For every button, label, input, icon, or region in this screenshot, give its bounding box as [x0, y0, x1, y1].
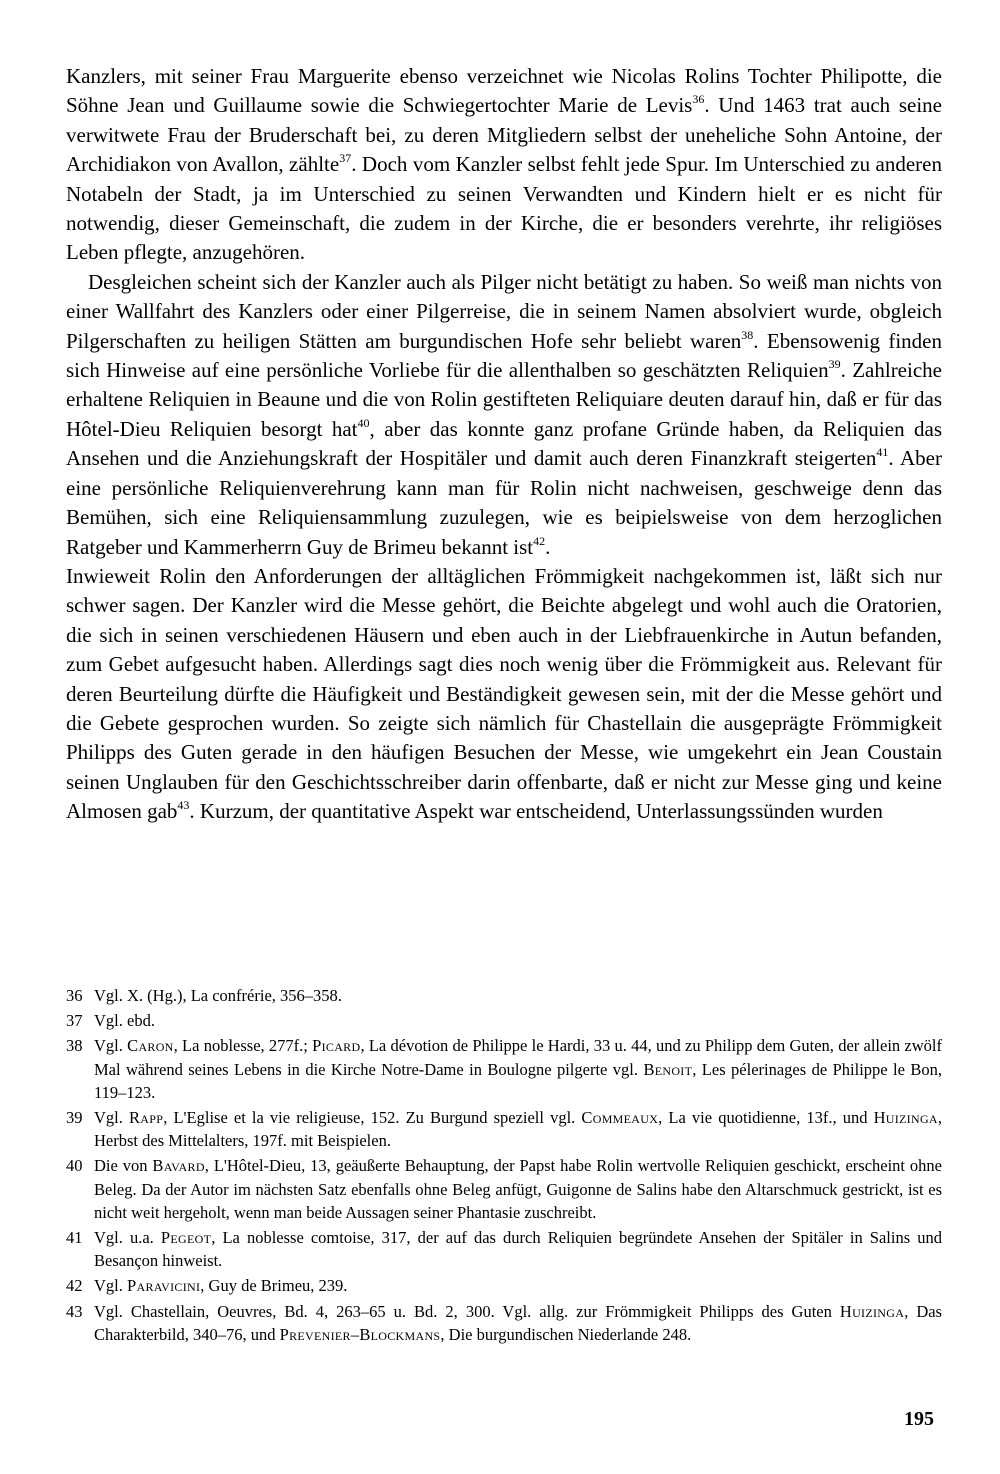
text-run: Vgl.	[94, 1276, 127, 1296]
footnote	[66, 1009, 942, 1032]
footnote	[66, 1106, 942, 1152]
text-run: , La vie quotidienne, 13f., und	[658, 1108, 874, 1128]
text-run: , Die burgundischen Niederlande 248.	[440, 1324, 692, 1344]
author-name: Pegeot	[160, 1228, 212, 1248]
footnote	[66, 1274, 942, 1297]
author-name: Benoit	[643, 1059, 693, 1079]
main-text	[66, 62, 942, 827]
footnote	[66, 1300, 942, 1346]
text-run: . Aber eine persönliche Reliquienverehrung kann man für Rolin nicht nachweisen, geschweige denn das Bemühen, sich eine Reliquiensammlung zuzulegen, wie es beipielsweise von dem herzoglichen Ratgeber und Kammerherrn Guy de Brimeu bekannt ist	[66, 446, 942, 559]
footnote	[66, 1226, 942, 1272]
text-run: . Zahlreiche erhaltene Reliquien in Beaune und die von Rolin gestifteten Reliquiare deuten darauf hin, daß er für das Hôtel-Dieu Reliquien besorgt hat	[66, 358, 942, 441]
footnote	[66, 1034, 942, 1104]
footnote-number: 42	[66, 1276, 83, 1296]
footnote	[66, 1154, 942, 1224]
paragraph	[66, 62, 942, 268]
footnote-number: 39	[66, 1108, 83, 1128]
page-number: 195	[904, 1408, 934, 1430]
author-name: Huizinga	[873, 1108, 938, 1128]
text-run: , La dévotion de Philippe le Hardi, 33 u. 44, und zu Philipp dem Guten, der allein zwölf Mal während seines Lebens in die Kirche Notre-Dame in Boulogne pilgerte vgl.	[94, 1036, 942, 1079]
footnote-text	[94, 1302, 942, 1344]
text-run: Vgl.	[94, 1036, 128, 1056]
footnote-ref: 40	[357, 415, 370, 430]
footnote-text	[94, 1036, 942, 1101]
text-run: , Les pélerinages de Philippe le Bon, 119–123.	[94, 1059, 942, 1102]
text-run: Inwieweit Rolin den Anforderungen der alltäglichen Frömmigkeit nachgekommen ist, läßt sich nur schwer sagen. Der Kanzler wird die Messe gehört, die Beichte abgelegt und wohl auch die Oratorien, die sich in seinen verschiedenen Häusern und eben auch in der Liebfrauenkirche in Autun befanden, zum Gebet aufgesucht haben. Allerdings sagt dies noch wenig über die Frömmigkeit aus. Relevant für deren Beurteilung dürfte die Häufigkeit und Beständigkeit gewesen sein, mit der die Messe gehört und die Gebete gesprochen wurden. So zeigte sich nämlich für Chastellain die ausgeprägte Frömmigkeit Philipps des Guten gerade in den häufigen Besuchen der Messe, wie umgekehrt ein Jean Coustain seinen Unglauben für den Geschichtsschreiber darin offenbarte, daß er nicht zur Messe ging und keine Almosen gab	[66, 563, 942, 824]
text-run: Kanzlers, mit seiner Frau Marguerite ebenso verzeichnet wie Nicolas Rolins Tochter Philipotte, die Söhne Jean und Guillaume sowie die Schwiegertochter Marie de Levis	[66, 64, 942, 118]
author-name: Prevenier–Blockmans	[279, 1324, 441, 1344]
paragraph	[66, 562, 942, 827]
footnote-ref: 39	[828, 357, 841, 372]
text-run: Vgl. Chastellain, Oeuvres, Bd. 4, 263–65 u. Bd. 2, 300. Vgl. allg. zur Frömmigkeit Philipps des Guten	[94, 1301, 840, 1321]
footnote	[66, 984, 942, 1007]
text-run: , Das Charakterbild, 340–76, und	[94, 1301, 942, 1344]
paragraph	[66, 268, 942, 562]
footnote-number: 41	[66, 1228, 83, 1248]
footnote-ref: 43	[177, 798, 190, 813]
text-run: , La noblesse, 277f.;	[173, 1036, 313, 1056]
text-run: , L'Eglise et la vie religieuse, 152. Zu Burgund speziell vgl.	[163, 1108, 582, 1128]
author-name: Commeaux	[581, 1108, 659, 1128]
footnote-ref: 36	[692, 92, 705, 107]
text-run: , aber das konnte ganz profane Gründe haben, da Reliquien das Ansehen und die Anziehungskraft der Hospitäler und damit auch deren Finanzkraft steigerten	[66, 416, 943, 471]
text-run: Vgl. X. (Hg.), La confrérie, 356–358.	[94, 986, 342, 1005]
text-run: Vgl.	[94, 1108, 129, 1128]
text-run: Vgl. ebd.	[94, 1011, 155, 1031]
footnote-ref: 38	[741, 327, 754, 342]
footnote-number: 38	[66, 1036, 83, 1056]
author-name: Caron	[127, 1036, 174, 1056]
text-run: . Doch vom Kanzler selbst fehlt jede Spur. Im Unterschied zu anderen Notabeln der Stadt, ja im Unterschied zu seinen Verwandten und Kindern hielt er es nicht für notwendig, dieser Gemeinschaft, die zudem in der Kirche, die er besonders verehrte, ihr religiöses Leben pflegte, anzugehören.	[66, 152, 942, 265]
footnote-text	[94, 1011, 155, 1030]
author-name: Bavard	[152, 1156, 205, 1176]
footnote-text	[94, 986, 342, 1005]
text-run: . Und 1463 trat auch seine verwitwete Frau der Bruderschaft bei, zu deren Mitgliedern selbst der uneheliche Sohn Antoine, der Archidiakon von Avallon, zählte	[66, 93, 942, 177]
text-run: .	[545, 534, 551, 559]
author-name: Paravicini	[127, 1276, 201, 1296]
text-run: Die von	[94, 1156, 153, 1176]
text-run: , L'Hôtel-Dieu, 13, geäußerte Behauptung, der Papst habe Rolin wertvolle Reliquien geschickt, erscheint ohne Beleg. Da der Autor im nächsten Satz ebenfalls ohne Beleg anfügt, Guigonne de Salins habe den Altarschmuck gestrickt, ist es nicht weit hergeholt, wenn man beide Aussagen seiner Phantasie zuschreibt.	[94, 1156, 942, 1222]
footnote-text	[94, 1228, 942, 1270]
footnotes	[66, 984, 942, 1348]
text-run: Desgleichen scheint sich der Kanzler auch als Pilger nicht betätigt zu haben. So weiß man nichts von einer Wallfahrt des Kanzlers oder einer Pilgerreise, die in seinem Namen absolviert wurde, obgleich Pilgerschaften zu heiligen Stätten am burgundischen Hofe sehr beliebt waren	[66, 269, 942, 353]
footnote-text	[94, 1108, 942, 1150]
author-name: Huizinga	[839, 1301, 905, 1321]
footnote-text	[94, 1276, 347, 1295]
text-run: , La noblesse comtoise, 317, der auf das durch Reliquien begründete Ansehen der Spitäler in Salins und Besançon hinweist.	[94, 1228, 942, 1271]
footnote-number: 36	[66, 986, 83, 1005]
text-run: . Kurzum, der quantitative Aspekt war entscheidend, Unterlassungssünden wurden	[189, 799, 883, 824]
footnote-text	[94, 1156, 942, 1221]
footnote-number: 43	[66, 1301, 83, 1321]
footnote-ref: 37	[339, 151, 352, 166]
footnote-ref: 42	[533, 533, 546, 548]
footnote-number: 37	[66, 1011, 83, 1031]
footnote-ref: 41	[876, 445, 889, 460]
author-name: Picard	[312, 1036, 361, 1056]
text-run: . Ebensowenig finden sich Hinweise auf eine persönliche Vorliebe für die allenthalben so geschätzten Reliquien	[66, 328, 942, 383]
text-run: , Herbst des Mittelalters, 197f. mit Beispielen.	[94, 1108, 943, 1151]
footnote-number: 40	[66, 1156, 83, 1176]
text-run: Vgl. u.a.	[94, 1228, 161, 1248]
author-name: Rapp	[129, 1108, 164, 1128]
text-run: , Guy de Brimeu, 239.	[200, 1276, 348, 1296]
